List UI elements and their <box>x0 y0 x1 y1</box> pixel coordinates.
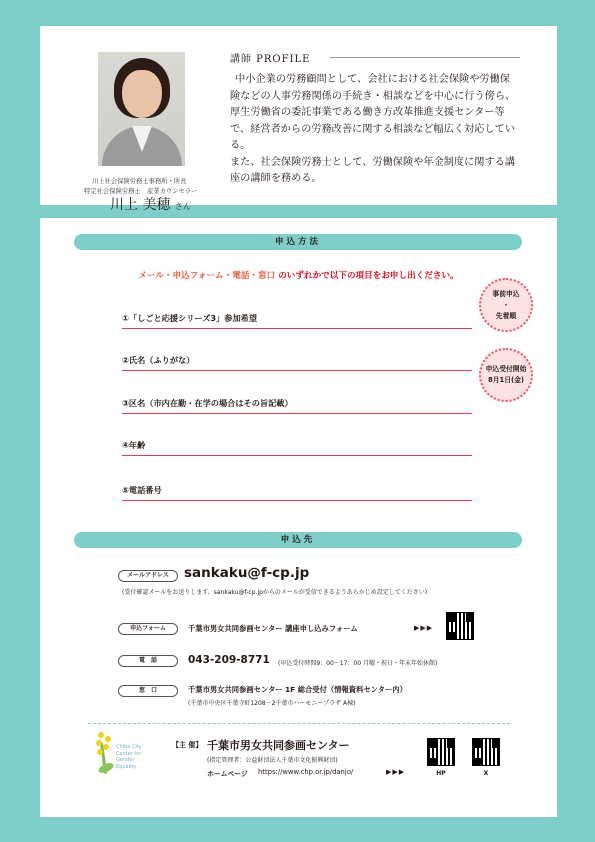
instructor-affiliation: 川上社会保険労務士事務所・所長 <box>92 178 187 185</box>
email-label: メールアドレス <box>118 570 178 582</box>
hp-qr-label: HP <box>436 770 446 777</box>
form-label: 申込フォーム <box>118 623 178 635</box>
form-link[interactable]: 千葉市男女共同参画センター 講座申し込みフォーム <box>188 624 358 633</box>
instructor-photo <box>98 52 185 166</box>
window-label: 窓 口 <box>118 685 178 697</box>
email-note: (受付確認メールをお送りします。sankaku@f-cp.jpからのメールが受信できるようあらかじめ設定してください) <box>122 589 428 596</box>
center-logo: Chiba City Center for Gender Equality <box>92 730 156 782</box>
instructor-name: 川上 美穂 さん <box>110 197 191 213</box>
homepage-url[interactable]: https://www.chp.or.jp/danjo/ <box>258 768 354 776</box>
field-phone: ⑤電話番号 <box>122 485 472 501</box>
application-card <box>40 218 557 817</box>
apply-method-heading: 申込方法 <box>74 234 522 250</box>
profile-paragraph-2: また、社会保険労務士として、労働保険や年金制度に関する講座の講師を務める。 <box>230 156 516 184</box>
profile-heading: 講師 PROFILE <box>230 54 311 65</box>
profile-divider <box>330 57 520 58</box>
window-address: (千葉市中央区千葉寺町1208－2千葉市ハーモニープラザ A棟) <box>188 700 356 707</box>
tel-note: (申込受付時間9：00～17：00 月曜・祝日・年末年始休館) <box>278 660 438 667</box>
profile-paragraph-1: 中小企業の労務顧問として、会社における社会保険や労働保険などの人事労務関係の手続き・相談などを中心に行う傍ら、厚生労働省の委託事業である働き方改革推進支援センター等で、経営者からの労務改善に関する相談など幅広く対応している。 <box>230 74 516 151</box>
field-name: ②氏名（ふりがな） <box>122 355 472 371</box>
field-participation: ①「しごと応援シリーズ3」参加希望 <box>122 313 472 329</box>
form-qr-code <box>446 612 474 640</box>
field-age: ④年齢 <box>122 440 472 456</box>
field-ward: ③区名（市内在勤・在学の場合はその旨記載） <box>122 398 472 414</box>
hp-qr-code <box>427 738 455 766</box>
x-qr-label: X <box>483 770 489 777</box>
homepage-arrows: ▶▶▶ <box>386 768 406 776</box>
instructor-qualification: 特定社会保険労務士 産業カウンセラー <box>84 188 198 195</box>
x-qr-code <box>472 738 500 766</box>
tel-number[interactable]: 043-209-8771 <box>188 654 270 666</box>
apply-intro: メール・申込フォーム・電話・窓口 のいずれかで以下の項目をお申し出ください。 <box>138 271 459 281</box>
prior-registration-badge: 事前申込 ・ 先着順 <box>479 278 533 332</box>
organizer-name: 千葉市男女共同参画センター <box>207 739 350 752</box>
instructor-card <box>40 26 557 213</box>
contact-heading: 申込先 <box>74 532 522 548</box>
window-text: 千葉市男女共同参画センター 1F 総合受付（情報資料センター内） <box>188 685 407 694</box>
email-address[interactable]: sankaku@f-cp.jp <box>184 565 310 581</box>
divider <box>88 723 510 724</box>
form-arrows: ▶▶▶ <box>414 624 434 632</box>
organizer-note: (指定管理者：公益財団法人千葉市文化振興財団) <box>207 757 338 764</box>
homepage-label: ホームページ <box>207 770 248 778</box>
profile-body <box>230 72 520 188</box>
registration-start-badge: 申込受付開始 8月1日(金) <box>479 348 533 402</box>
tel-label: 電 話 <box>118 655 178 667</box>
organizer-tag: 【主 催】 <box>172 741 203 749</box>
